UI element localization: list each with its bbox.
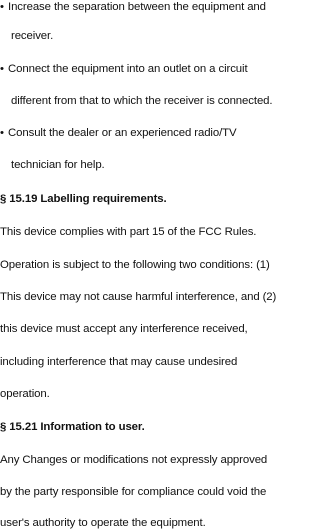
bullet-1-line-2: receiver.	[11, 30, 54, 42]
bullet-3-text: Consult the dealer or an experienced radio/TV	[8, 127, 237, 139]
bullet-icon: •	[0, 63, 4, 75]
bullet-2-text: Connect the equipment into an outlet on a circuit	[8, 63, 248, 75]
bullet-1-line-1	[0, 0, 266, 14]
section-15-21-line-3: user's authority to operate the equipment.	[0, 517, 206, 529]
bullet-icon: •	[0, 1, 4, 13]
section-15-19-line-2: Operation is subject to the following two conditions: (1)	[0, 259, 270, 271]
section-15-21-heading: § 15.21 Information to user.	[0, 421, 145, 433]
section-15-21-line-1: Any Changes or modifications not expressly approved	[0, 454, 268, 466]
section-15-19-line-1: This device complies with part 15 of the FCC Rules.	[0, 226, 257, 238]
section-15-21-line-2: by the party responsible for compliance could void the	[0, 486, 267, 498]
bullet-3-line-1	[0, 126, 237, 140]
section-15-19-line-4: this device must accept any interference received,	[0, 323, 248, 335]
bullet-icon: •	[0, 127, 4, 139]
bullet-2-line-1	[0, 62, 248, 76]
section-15-19-line-3: This device may not cause harmful interference, and (2)	[0, 291, 277, 303]
section-15-19-line-5: including interference that may cause undesired	[0, 356, 238, 368]
section-15-19-heading: § 15.19 Labelling requirements.	[0, 193, 167, 205]
bullet-1-text: Increase the separation between the equipment and	[8, 1, 266, 13]
bullet-3-line-2: technician for help.	[11, 159, 105, 171]
section-15-19-line-6: operation.	[0, 388, 50, 400]
bullet-2-line-2: different from that to which the receiver is connected.	[11, 95, 273, 107]
